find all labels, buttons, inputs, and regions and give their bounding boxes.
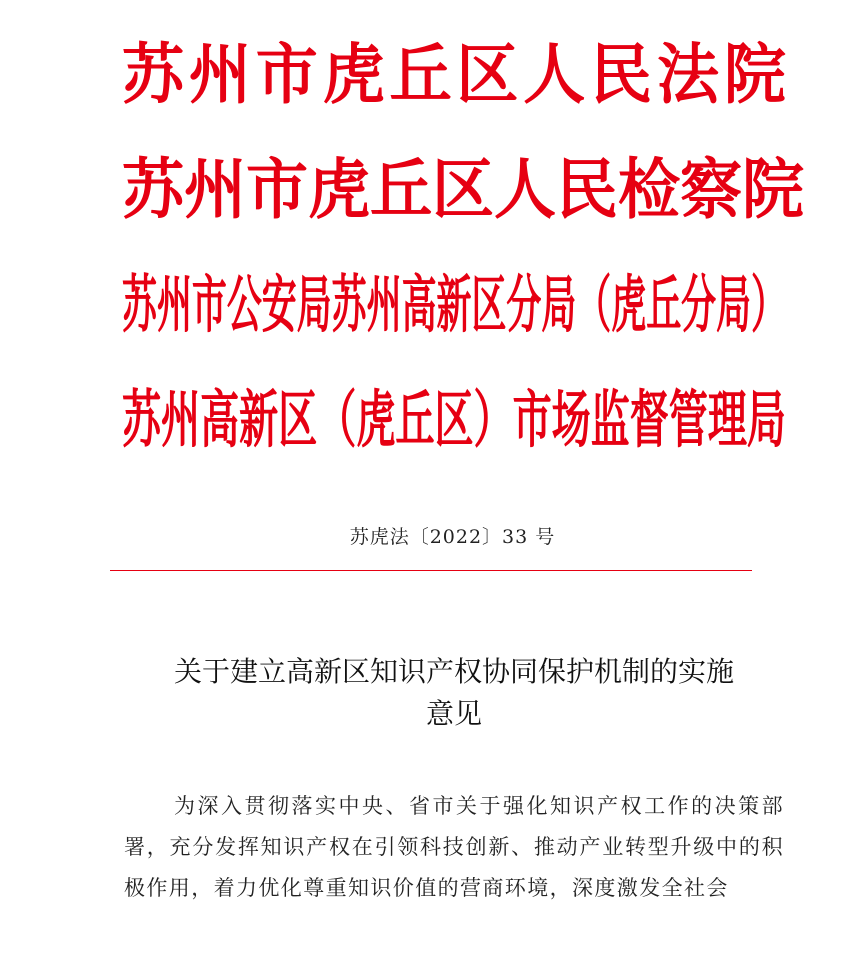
issuer-char: 虎 (322, 36, 385, 113)
issuer-char: 民 (590, 36, 653, 113)
issuer-market-supervision (122, 383, 786, 457)
issuer-char: 民 (556, 151, 619, 228)
issuer-char: 市 (255, 36, 318, 113)
issuer-char: 苏 (122, 36, 185, 113)
issuer-char: 州 (188, 36, 251, 113)
issuer-char: 州 (184, 151, 247, 228)
document-title (110, 651, 798, 735)
issuer-text: 苏州市公安局苏州高新区分局（虎丘分局） (122, 268, 786, 341)
issuer-char: 虎 (308, 151, 371, 228)
title-line-2: 意见 (425, 697, 482, 730)
issuer-text: 苏州高新区（虎丘区）市场监督管理局 (122, 383, 786, 456)
issuer-char: 察 (680, 151, 743, 228)
issuer-char: 区 (456, 36, 519, 113)
issuer-char: 人 (523, 36, 586, 113)
issuer-char: 院 (742, 151, 805, 228)
red-separator-line (110, 570, 752, 571)
document-number: 苏虎法〔2022〕33 号 (349, 526, 556, 548)
body-paragraph: 为深入贯彻落实中央、省市关于强化知识产权工作的决策部署，充分发挥知识产权在引领科技创新、推动产业转型升级中的积极作用，着力优化尊重知识价值的营商环境，深度激发全社会 (124, 794, 784, 900)
issuer-char: 苏 (122, 151, 185, 228)
issuer-char: 院 (723, 36, 786, 113)
issuer-char: 法 (657, 36, 720, 113)
issuer-public-security (122, 268, 786, 342)
issuer-procuratorate (122, 151, 805, 228)
issuer-char: 丘 (370, 151, 433, 228)
issuer-char: 丘 (389, 36, 452, 113)
issuer-char: 区 (432, 151, 495, 228)
title-line-1: 关于建立高新区知识产权协同保护机制的实施 (173, 655, 734, 688)
issuer-char: 检 (618, 151, 681, 228)
issuer-char: 人 (494, 151, 557, 228)
issuer-char: 市 (246, 151, 309, 228)
issuer-court (122, 38, 786, 112)
